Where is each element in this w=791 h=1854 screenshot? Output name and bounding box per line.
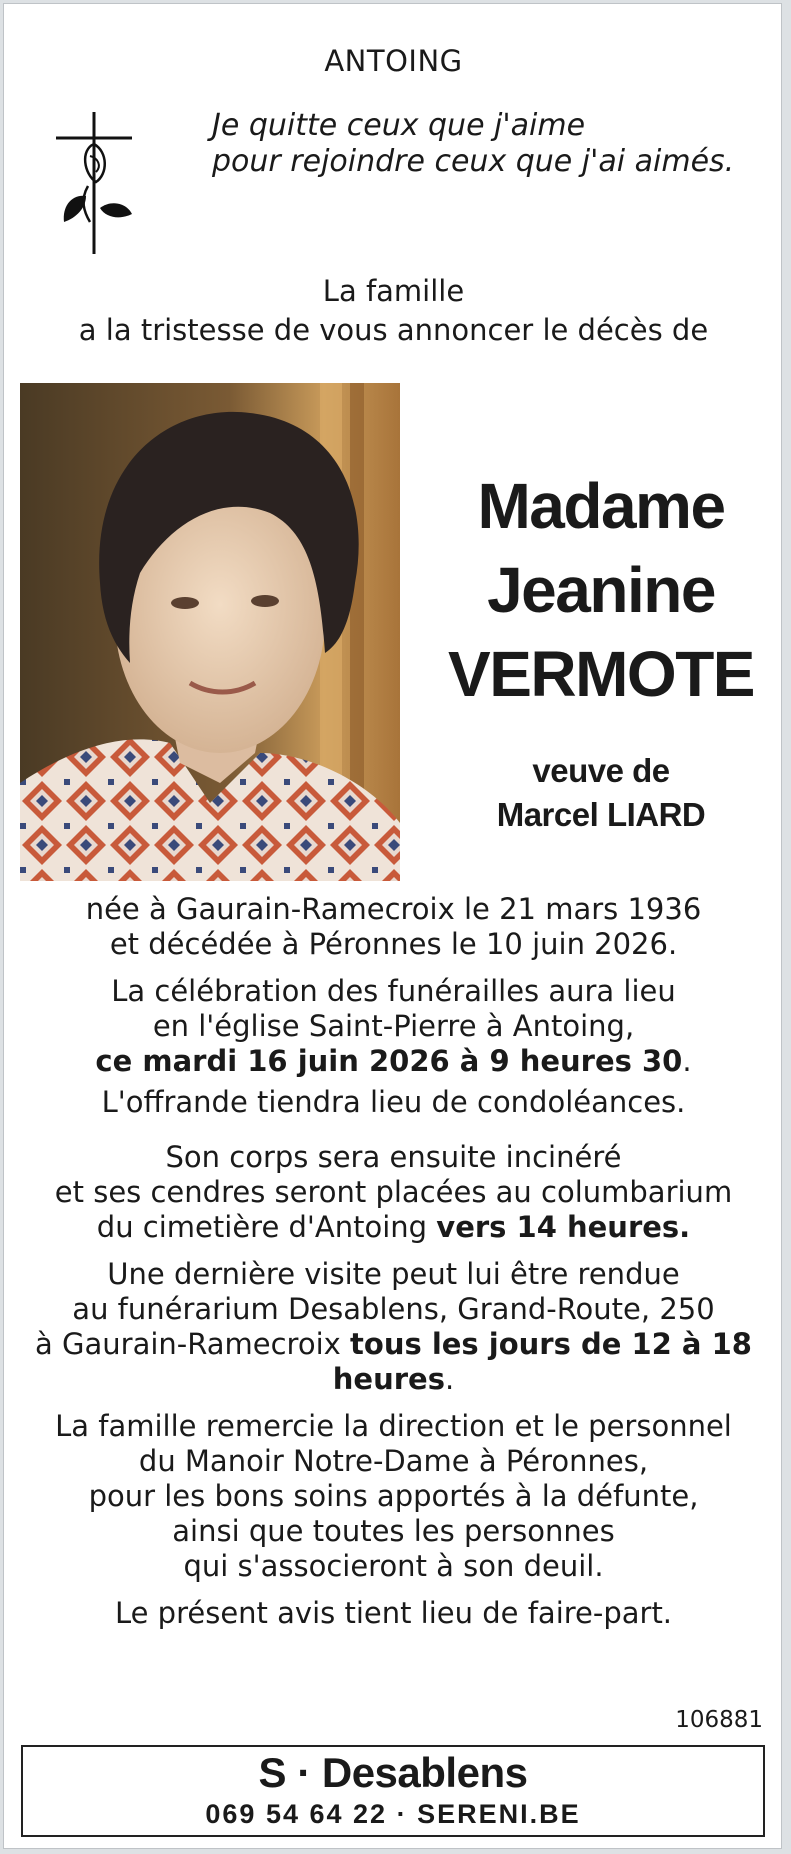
thanks-line: pour les bons soins apportés à la défunte,: [88, 1479, 699, 1513]
visit-hours: tous les jours de 12 à 18 heures: [332, 1327, 752, 1396]
thanks-line: La famille remercie la direction et le personnel: [55, 1409, 732, 1443]
deceased-name: [436, 464, 766, 716]
cremation-time: vers 14 heures.: [436, 1210, 691, 1244]
town-heading: ANTOING: [324, 44, 463, 78]
thanks-line: qui s'associeront à son deuil.: [183, 1549, 604, 1583]
brand-line: [23, 1749, 763, 1797]
visit-line: à Gaurain-Ramecroix: [35, 1327, 341, 1361]
birth-line: née à Gaurain-Ramecroix le 21 mars 1936: [85, 892, 702, 926]
visit-paragraph: Une dernière visite peut lui être rendue au funérarium Desablens, Grand-Route, 250 à Gaurain-Ramecroix tous les jours de 12 à 18 heures.: [35, 1257, 752, 1396]
portrait-photo: [20, 383, 400, 881]
cremation-paragraph: [4, 1140, 783, 1245]
thanks-paragraph: [4, 1409, 783, 1584]
dot-separator-icon: ·: [396, 1799, 418, 1829]
widow-label: veuve de: [532, 752, 670, 789]
quote-line: pour rejoindre ceux que j'ai aimés.: [212, 144, 735, 179]
cremation-line: du cimetière d'Antoing: [96, 1210, 428, 1244]
thanks-line: du Manoir Notre-Dame à Péronnes,: [138, 1444, 649, 1478]
brand-name: Desablens: [321, 1749, 528, 1796]
brand-logo-letter: S: [258, 1749, 287, 1796]
contact-line: [23, 1799, 763, 1830]
spouse-name: Marcel LIARD: [496, 796, 706, 833]
notice-paragraph: [4, 1596, 783, 1631]
death-line: et décédée à Péronnes le 10 juin 2026.: [109, 927, 678, 961]
visit-line: Une dernière visite peut lui être rendue: [107, 1257, 680, 1291]
announcement-intro: [4, 272, 783, 350]
visit-line: au funérarium Desablens, Grand-Route, 250: [72, 1292, 715, 1326]
epitaph-quote: [212, 108, 734, 180]
phone-number: 069 54 64 22: [205, 1799, 388, 1829]
offering-line: L'offrande tiendra lieu de condoléances.: [101, 1085, 686, 1119]
cremation-line: Son corps sera ensuite incinéré: [165, 1140, 622, 1174]
intro-line: La famille: [322, 274, 465, 308]
quote-line: Je quitte ceux que j'aime: [212, 108, 586, 143]
name-first: Jeanine: [487, 554, 715, 626]
notice-body: [4, 892, 783, 1643]
widow-of: [436, 749, 766, 837]
thanks-line: ainsi que toutes les personnes: [172, 1514, 615, 1548]
ceremony-date: ce mardi 16 juin 2026 à 9 heures 30: [95, 1044, 683, 1078]
name-last: VERMOTE: [448, 638, 754, 710]
offering-paragraph: [4, 1085, 783, 1120]
notice-line: Le présent avis tient lieu de faire-part.: [114, 1596, 673, 1630]
cross-rose-icon: [50, 104, 138, 254]
ceremony-line: en l'église Saint-Pierre à Antoing,: [152, 1009, 635, 1043]
birth-death-paragraph: [4, 892, 783, 962]
funeral-home-banner: [21, 1745, 765, 1837]
ceremony-line: La célébration des funérailles aura lieu: [111, 974, 676, 1008]
cremation-line: et ses cendres seront placées au columbarium: [54, 1175, 733, 1209]
name-title: Madame: [477, 470, 725, 542]
reference-number: 106881: [675, 1707, 763, 1733]
dot-separator-icon: ·: [297, 1749, 322, 1796]
website-link[interactable]: SERENI.BE: [417, 1799, 581, 1829]
ceremony-paragraph: La célébration des funérailles aura lieu en l'église Saint-Pierre à Antoing, ce mardi 16 juin 2026 à 9 heures 30.: [95, 974, 692, 1078]
intro-line: a la tristesse de vous annoncer le décès de: [78, 313, 709, 347]
obituary-card: [3, 3, 782, 1849]
